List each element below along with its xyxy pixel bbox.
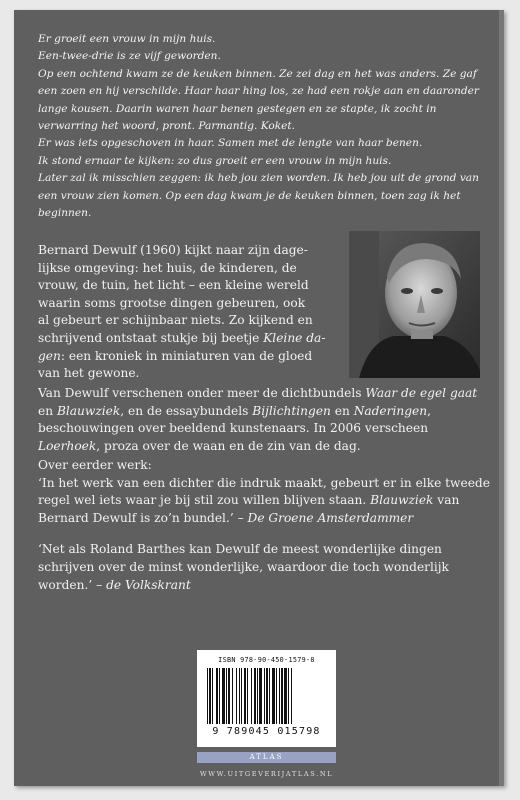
barcode-bar	[226, 668, 227, 724]
barcode-bar	[209, 668, 211, 724]
bio-line: lijkse omgeving: het huis, de kinderen, de	[38, 260, 297, 275]
barcode-bar	[228, 668, 230, 724]
excerpt-paragraph: Later zal ik misschien zeggen: ik heb jou zien worden. Ik heb jou uit de grond van een vrouw zien komen. Op een dag kwam je de keuken binnen, toen zag ik het beginnen.	[38, 172, 479, 220]
excerpt-paragraph: Op een ochtend kwam ze de keuken binnen. Ze zei dag en het was anders. Ze gaf een zoen en hij verschilde. Haar haar hing los, ze had een rokje aan en daaronder lange kousen. Daarin waren haar benen gestegen en ze stapte, ik zocht in verwarring het woord, pront. Parmantig. Koket.	[38, 67, 479, 133]
publisher-website: WWW.UITGEVERIJATLAS.NL	[199, 770, 334, 778]
book-title: Blauwziek	[56, 403, 121, 418]
quote-source: De Groene Amsterdammer	[247, 510, 414, 525]
barcode-bar	[247, 668, 248, 724]
barcode-bar	[219, 668, 220, 724]
bio-line: van het gewone.	[38, 366, 140, 381]
bio-line	[38, 348, 348, 366]
barcode-bar	[232, 668, 233, 724]
barcode-bar	[254, 668, 256, 724]
excerpt-line: Er groeit een vrouw in mijn huis.	[38, 33, 216, 45]
works-text: en	[330, 403, 354, 418]
book-title: Blauwziek	[370, 493, 434, 508]
bio-line: al gebeurt er schijnbaar niets. Zo kijkend en	[38, 313, 313, 328]
barcode-bar	[276, 668, 277, 724]
quote-text: van Bernard Dewulf is zo’n bundel.’ –	[38, 493, 460, 525]
press-quotes	[38, 457, 490, 608]
other-works	[38, 385, 490, 455]
quote-source: de Volkskrant	[106, 577, 191, 592]
barcode-bar	[207, 668, 208, 724]
barcode-bar	[281, 668, 283, 724]
works-text: , beschouwingen over beeldend kunstenaars. In 2006 verscheen	[38, 403, 431, 436]
book-title: Naderingen	[353, 403, 428, 418]
barcode-bar	[251, 668, 252, 724]
barcode-bar	[222, 668, 225, 724]
barcode-icon	[207, 668, 326, 724]
barcode-bar	[272, 668, 275, 724]
bio-line: waarin soms grootse dingen gebeuren, ook	[38, 295, 306, 310]
barcode-bar	[259, 668, 262, 724]
barcode-bar	[244, 668, 246, 724]
barcode-bar	[216, 668, 218, 724]
author-photo	[349, 231, 480, 378]
cover-edge	[499, 10, 504, 786]
works-text: Van Dewulf verschenen onder meer de dichtbundels	[38, 386, 366, 400]
bio-line: Bernard Dewulf (1960) kijkt naar zijn dage-	[38, 243, 308, 257]
bio-text: schrijvend ontstaat stukje bij beetje	[38, 330, 264, 345]
book-title: gaat	[449, 386, 478, 400]
barcode-bar	[212, 668, 213, 724]
isbn-number: ISBN 978-90-450-1579-8	[218, 656, 315, 664]
excerpt-line: Er was iets opgeschoven in haar. Samen met de lengte van haar benen.	[38, 137, 423, 150]
author-bio	[38, 242, 348, 383]
barcode-bar	[241, 668, 242, 724]
author-portrait-illustration	[349, 231, 480, 378]
quote-text: ‘In het werk van een dichter die indruk maakt, gebeurt er in elke tweede regel wel iets waar je bij stil zou willen blijven staan.	[38, 475, 490, 508]
barcode-bar	[288, 668, 289, 724]
bio-line: vrouw, de tuin, het licht – een kleine wereld	[38, 278, 309, 293]
barcode-bar	[257, 668, 258, 724]
barcode-bar	[239, 668, 240, 724]
press-quote	[38, 457, 490, 527]
quotes-heading: Over eerder werk:	[38, 458, 152, 472]
quote-text: ‘Net als Roland Barthes kan Dewulf de meest wonderlijke dingen schrijven over de minst wonderlijke, waardoor die toch wonderlijk worden.’ –	[38, 542, 449, 592]
bio-text: : een kroniek in miniaturen van de gloed	[60, 348, 313, 363]
other-works-paragraph	[38, 385, 490, 455]
barcode-bar	[291, 668, 292, 724]
excerpt-line: Een-twee-drie is ze vijf geworden.	[38, 50, 221, 63]
press-quote	[38, 541, 490, 594]
book-title-kleine-dagen-end: gen	[38, 348, 61, 363]
book-title-kleine-dagen: Kleine da-	[263, 330, 326, 345]
barcode-bar	[236, 668, 237, 724]
barcode-digits: 9 789045 015798	[212, 726, 321, 737]
intro-excerpt	[38, 31, 488, 222]
book-title: Waar de egel	[365, 386, 447, 400]
publisher-logo: ATLAS	[197, 752, 336, 763]
works-text: , en de essaybundels	[120, 403, 253, 418]
barcode-label	[197, 650, 336, 747]
barcode-bar	[266, 668, 268, 724]
excerpt-line: Ik stond ernaar te kijken: zo dus groeit er een vrouw in mijn huis.	[38, 154, 392, 167]
barcode-bar	[264, 668, 265, 724]
works-text: en	[38, 403, 57, 418]
barcode-bar	[284, 668, 287, 724]
bio-line	[38, 330, 348, 348]
book-title: Bijlichtingen	[252, 403, 331, 418]
book-title: Loerhoek	[38, 438, 97, 453]
barcode-bar	[269, 668, 270, 724]
book-back-cover	[14, 10, 504, 786]
works-text: , proza over de waan en de zin van de dag.	[96, 438, 361, 453]
barcode-bar	[279, 668, 280, 724]
